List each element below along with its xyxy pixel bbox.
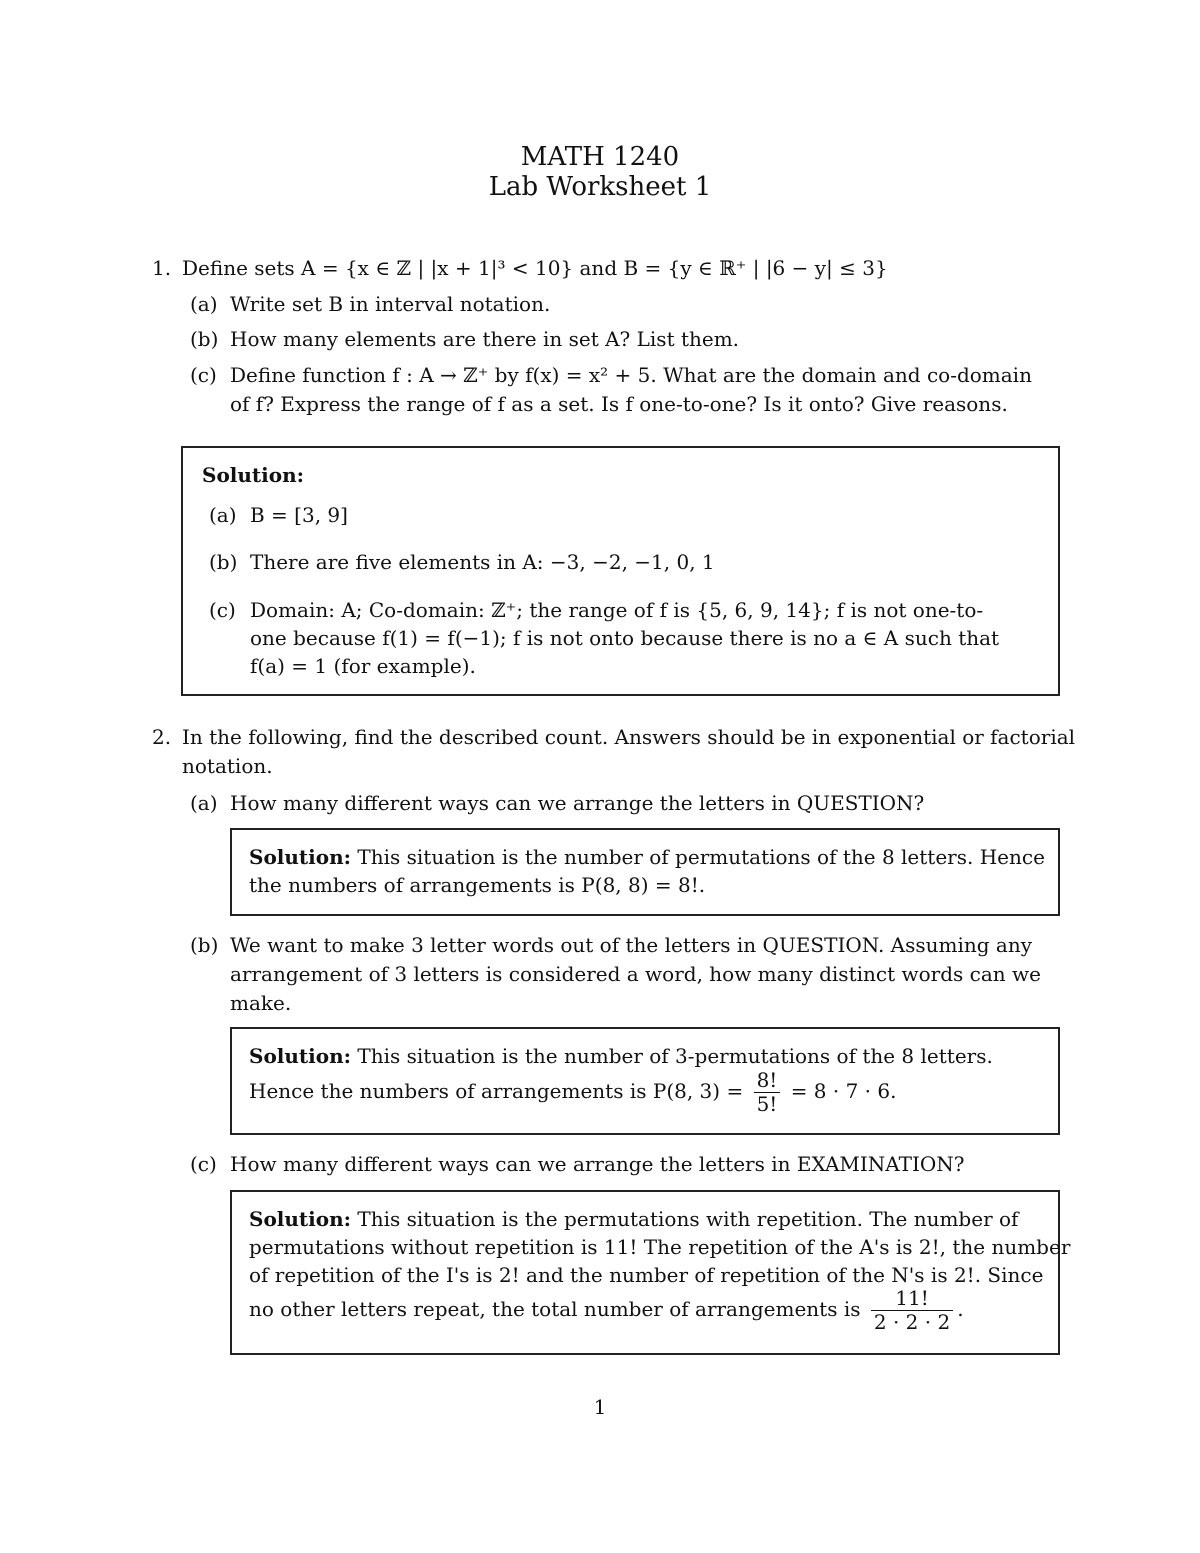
q1-solution-a-text: B = [3, 9]: [250, 503, 348, 527]
q2c-label: (c): [190, 1152, 217, 1176]
q2c-solution-line2: permutations without repetition is 11! The repetition of the A's is 2!, the number: [249, 1235, 1071, 1259]
q1-solution-c-line1: Domain: A; Co-domain: ℤ⁺; the range of f is {5, 6, 9, 14}; f is not one-to-: [250, 598, 984, 622]
q2b-solution-box: [230, 1027, 1060, 1135]
q2b-solution-line2-post: = 8 · 7 · 6.: [790, 1079, 897, 1103]
q2b-solution-fraction: [754, 1069, 781, 1116]
q2a-solution-line1: This situation is the number of permutations of the 8 letters. Hence: [357, 845, 1045, 869]
q1b-text: How many elements are there in set A? List them.: [230, 327, 740, 351]
q2b-fraction-numerator: 8!: [756, 1068, 778, 1092]
q2-number: 2.: [152, 725, 172, 749]
q2b-solution-line2-pre: Hence the numbers of arrangements is P(8, 3) =: [249, 1079, 744, 1103]
q1-text: Define sets A = {x ∈ ℤ | |x + 1|³ < 10} and B = {y ∈ ℝ⁺ | |6 − y| ≤ 3}: [182, 256, 888, 280]
q2b-solution-line1: This situation is the number of 3-permutations of the 8 letters.: [357, 1044, 993, 1068]
q2a-solution-line2: the numbers of arrangements is P(8, 8) = 8!.: [249, 873, 706, 897]
q2a-solution-heading: Solution:: [249, 845, 352, 869]
q2c-fraction-numerator: 11!: [895, 1286, 929, 1310]
worksheet-title: Lab Worksheet 1: [488, 172, 712, 202]
q2b-line2: arrangement of 3 letters is considered a word, how many distinct words can we: [230, 962, 1041, 986]
course-title: MATH 1240: [520, 142, 680, 172]
page-number: 1: [593, 1395, 607, 1419]
q2c-solution-heading: Solution:: [249, 1207, 352, 1231]
q2a-label: (a): [190, 791, 218, 815]
q2c-solution-box: [230, 1190, 1071, 1355]
q2b-solution-heading: Solution:: [249, 1044, 352, 1068]
q2c-fraction-denominator: 2 · 2 · 2: [871, 1310, 953, 1334]
q2c-solution-fraction: [871, 1287, 953, 1334]
q1c-line2: of f? Express the range of f as a set. Is f one-to-one? Is it onto? Give reasons.: [230, 392, 1008, 416]
q1a-text: Write set B in interval notation.: [230, 292, 551, 316]
q2c-solution-line4-post: .: [957, 1297, 964, 1321]
q1c-label: (c): [190, 363, 217, 387]
q2c-solution-line4: [249, 1287, 964, 1334]
q1-solution-heading: Solution:: [202, 463, 305, 487]
q2a-text: How many different ways can we arrange the letters in QUESTION?: [230, 791, 925, 815]
q1-solution-b-label: (b): [209, 550, 238, 574]
q1-solution-c-line2: one because f(1) = f(−1); f is not onto because there is no a ∈ A such that: [250, 626, 1000, 650]
q1a-label: (a): [190, 292, 218, 316]
q1-solution-a-label: (a): [209, 503, 237, 527]
q2a-solution-box: [230, 828, 1060, 916]
q1-solution-c-line3: f(a) = 1 (for example).: [250, 654, 476, 678]
q2b-line3: make.: [230, 991, 292, 1015]
q2-line1: In the following, find the described count. Answers should be in exponential or factorial: [182, 725, 1076, 749]
q1-solution-b-text: There are five elements in A: −3, −2, −1, 0, 1: [250, 550, 715, 574]
q2c-text: How many different ways can we arrange the letters in EXAMINATION?: [230, 1152, 965, 1176]
q1-solution-c-label: (c): [209, 598, 236, 622]
q2c-solution-line1-wrap: [249, 1207, 1018, 1231]
q2b-solution-line2: [249, 1069, 896, 1116]
q1-solution-box: [181, 446, 1060, 696]
q2c-solution-line3: of repetition of the I's is 2! and the number of repetition of the N's is 2!. Since: [249, 1263, 1044, 1287]
q1c-line1: Define function f : A → ℤ⁺ by f(x) = x² + 5. What are the domain and co-domain: [230, 363, 1032, 387]
q2b-fraction-denominator: 5!: [754, 1092, 781, 1116]
q2b-label: (b): [190, 933, 219, 957]
q2a-solution-line1-wrap: [249, 845, 1045, 869]
q1b-label: (b): [190, 327, 219, 351]
q2-line2: notation.: [182, 754, 273, 778]
q2c-solution-line4-pre: no other letters repeat, the total number of arrangements is: [249, 1297, 861, 1321]
q1-number: 1.: [152, 256, 172, 280]
q2b-line1: We want to make 3 letter words out of the letters in QUESTION. Assuming any: [230, 933, 1033, 957]
q2b-solution-line1-wrap: [249, 1044, 993, 1068]
q2c-solution-line1: This situation is the permutations with repetition. The number of: [357, 1207, 1019, 1231]
